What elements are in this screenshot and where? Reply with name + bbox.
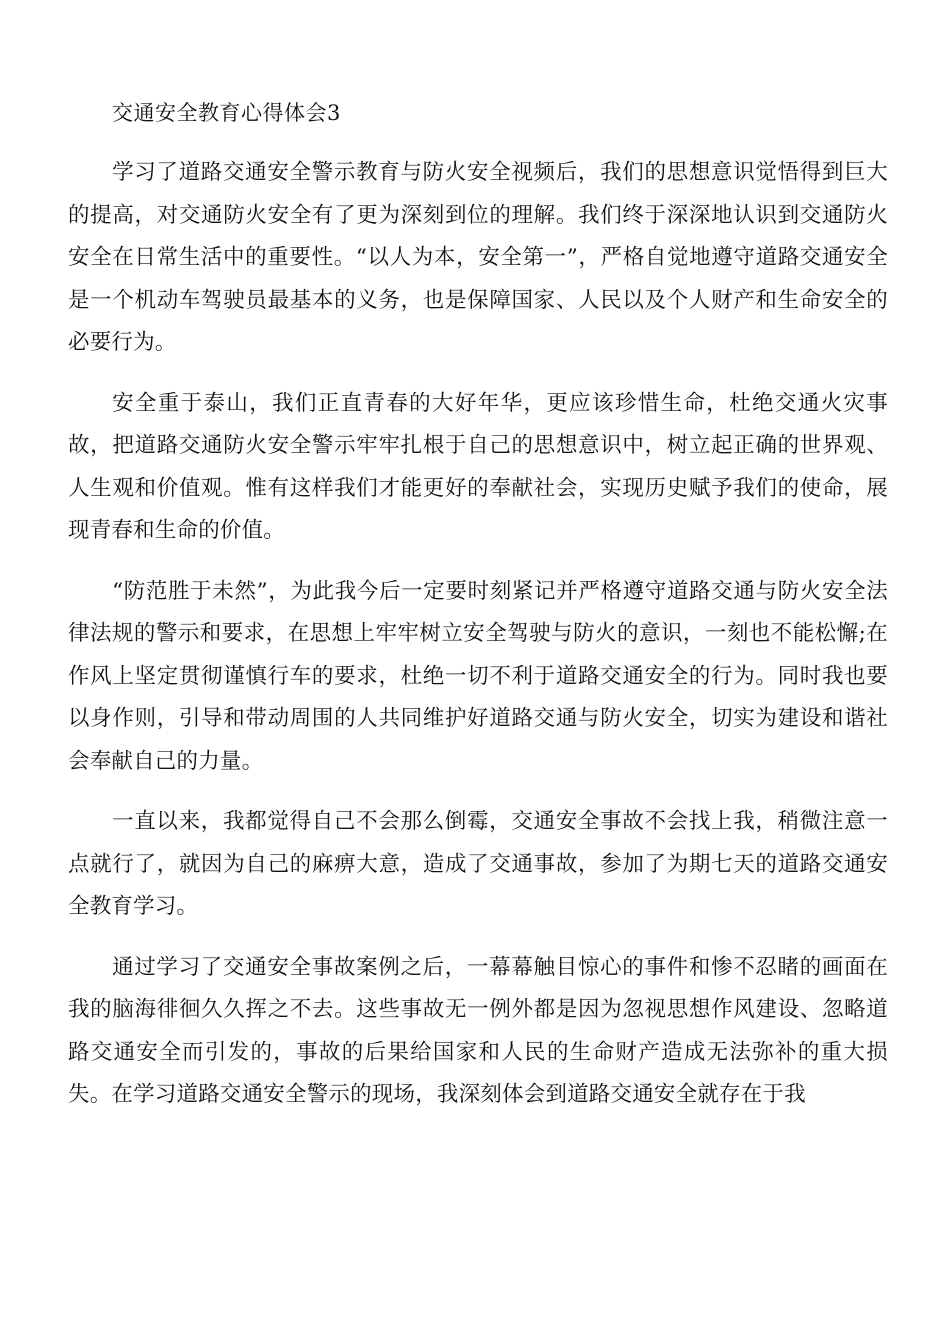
paragraph-4: 一直以来，我都觉得自己不会那么倒霉，交通安全事故不会找上我，稍微注意一点就行了，就因为自己的麻痹大意，造成了交通事故，参加了为期七天的道路交通安全教育学习。 <box>68 809 888 919</box>
document-title: 交通安全教育心得体会3 <box>112 101 341 125</box>
paragraph-5: 通过学习了交通安全事故案例之后，一幕幕触目惊心的事件和惨不忍睹的画面在我的脑海徘徊久久挥之不去。这些事故无一例外都是因为忽视思想作风建设、忽略道路交通安全而引发的，事故的后果给国家和人民的生命财产造成无法弥补的重大损失。在学习道路交通安全警示的现场，我深刻体会到道路交通安全就存在于我 <box>68 954 888 1107</box>
document-body <box>68 92 888 1135</box>
paragraph-3: “防范胜于未然”，为此我今后一定要时刻紧记并严格遵守道路交通与防火安全法律法规的警示和要求，在思想上牢牢树立安全驾驶与防火的意识，一刻也不能松懈;在作风上坚定贯彻谨慎行车的要求，杜绝一切不利于道路交通安全的行为。同时我也要以身作则，引导和带动周围的人共同维护好道路交通与防火安全，切实为建设和谐社会奉献自己的力量。 <box>68 578 888 774</box>
paragraph-1: 学习了道路交通安全警示教育与防火安全视频后，我们的思想意识觉悟得到巨大的提高，对交通防火安全有了更为深刻到位的理解。我们终于深深地认识到交通防火安全在日常生活中的重要性。“以人为本，安全第一”，严格自觉地遵守道路交通安全是一个机动车驾驶员最基本的义务，也是保障国家、人民以及个人财产和生命安全的必要行为。 <box>68 160 888 355</box>
paragraph-2: 安全重于泰山，我们正直青春的大好年华，更应该珍惜生命，杜绝交通火灾事故，把道路交通防火安全警示牢牢扎根于自己的思想意识中，树立起正确的世界观、人生观和价值观。惟有这样我们才能更好的奉献社会，实现历史赋予我们的使命，展现青春和生命的价值。 <box>68 390 888 543</box>
